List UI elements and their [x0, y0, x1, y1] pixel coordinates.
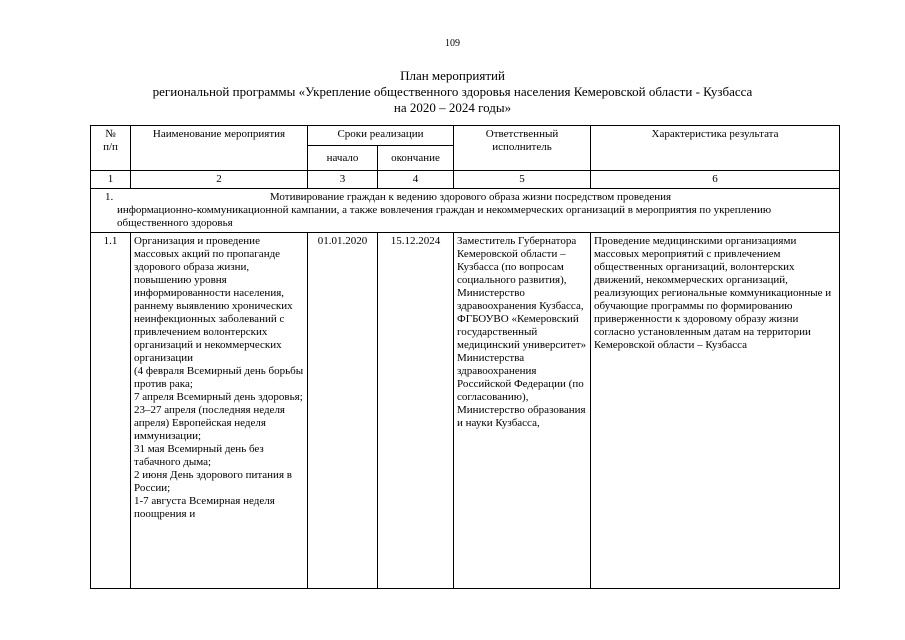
section-heading: [105, 191, 836, 204]
header-name: Наименование мероприятия: [131, 126, 308, 171]
column-number: 1: [91, 171, 131, 189]
header-executor: Ответственный исполнитель: [454, 126, 591, 171]
plan-table: [90, 125, 840, 589]
section-cell: [91, 189, 840, 233]
table-row: [91, 233, 840, 589]
row-activity-name: Организация и проведение массовых акций по пропаганде здорового образа жизни, повышению уровня информированности населения, раннему выявлению хронических неинфекционных заболеваний с привлечением волонтерских организаций и некоммерческих организации (4 февраля Всемирный день борьбы против рака; 7 апреля Всемирный день здоровья; 23–27 апреля (последняя неделя апреля) Европейская неделя иммунизации; 31 мая Всемирный день без табачного дыма; 2 июня День здорового питания в России; 1-7 августа Всемирная неделя поощрения и: [131, 233, 308, 589]
column-number: 2: [131, 171, 308, 189]
header-end: окончание: [378, 146, 454, 171]
header-terms: Сроки реализации: [308, 126, 454, 146]
row-start-date: 01.01.2020: [308, 233, 378, 589]
page-number: 109: [445, 38, 460, 49]
header-start: начало: [308, 146, 378, 171]
section-row: [91, 189, 840, 233]
column-number-row: [91, 171, 840, 189]
column-number: 6: [591, 171, 840, 189]
header-result: Характеристика результата: [591, 126, 840, 171]
header-num: № п/п: [91, 126, 131, 171]
title-line-3: на 2020 – 2024 годы»: [393, 100, 512, 115]
row-end-date: 15.12.2024: [378, 233, 454, 589]
section-number: 1.: [105, 191, 114, 203]
section-title-rest: информационно-коммуникационной кампании, а также вовлечения граждан и некоммерческих организаций в мероприятия по укреплению общественного здоровья: [117, 204, 772, 229]
column-number: 3: [308, 171, 378, 189]
row-result: Проведение медицинскими организациями массовых мероприятий с привлечением общественных организаций, волонтерских движений, некоммерческих организаций, реализующих региональные коммуникационные и обучающие программы по формированию приверженности к здоровому образу жизни согласно установленным датам на территории Кемеровской области – Кузбасса: [591, 233, 840, 589]
column-number: 4: [378, 171, 454, 189]
column-number: 5: [454, 171, 591, 189]
title-line-2: региональной программы «Укрепление общественного здоровья населения Кемеровской области - Кузбасса: [152, 84, 753, 99]
section-title-line-1: Мотивирование граждан к ведению здорового образа жизни посредством проведения: [269, 191, 672, 203]
title-line-1: План мероприятий: [400, 68, 505, 83]
row-executor: Заместитель Губернатора Кемеровской области – Кузбасса (по вопросам социального развития), Министерство здравоохранения Кузбасса, ФГБОУВО «Кемеровский государственный медицинский университет» Министерства здравоохранения Российской Федерации (по согласованию), Министерство образования и науки Кузбасса,: [454, 233, 591, 589]
document-title: [0, 68, 905, 116]
row-number: 1.1: [91, 233, 131, 589]
header-row: [91, 126, 840, 146]
